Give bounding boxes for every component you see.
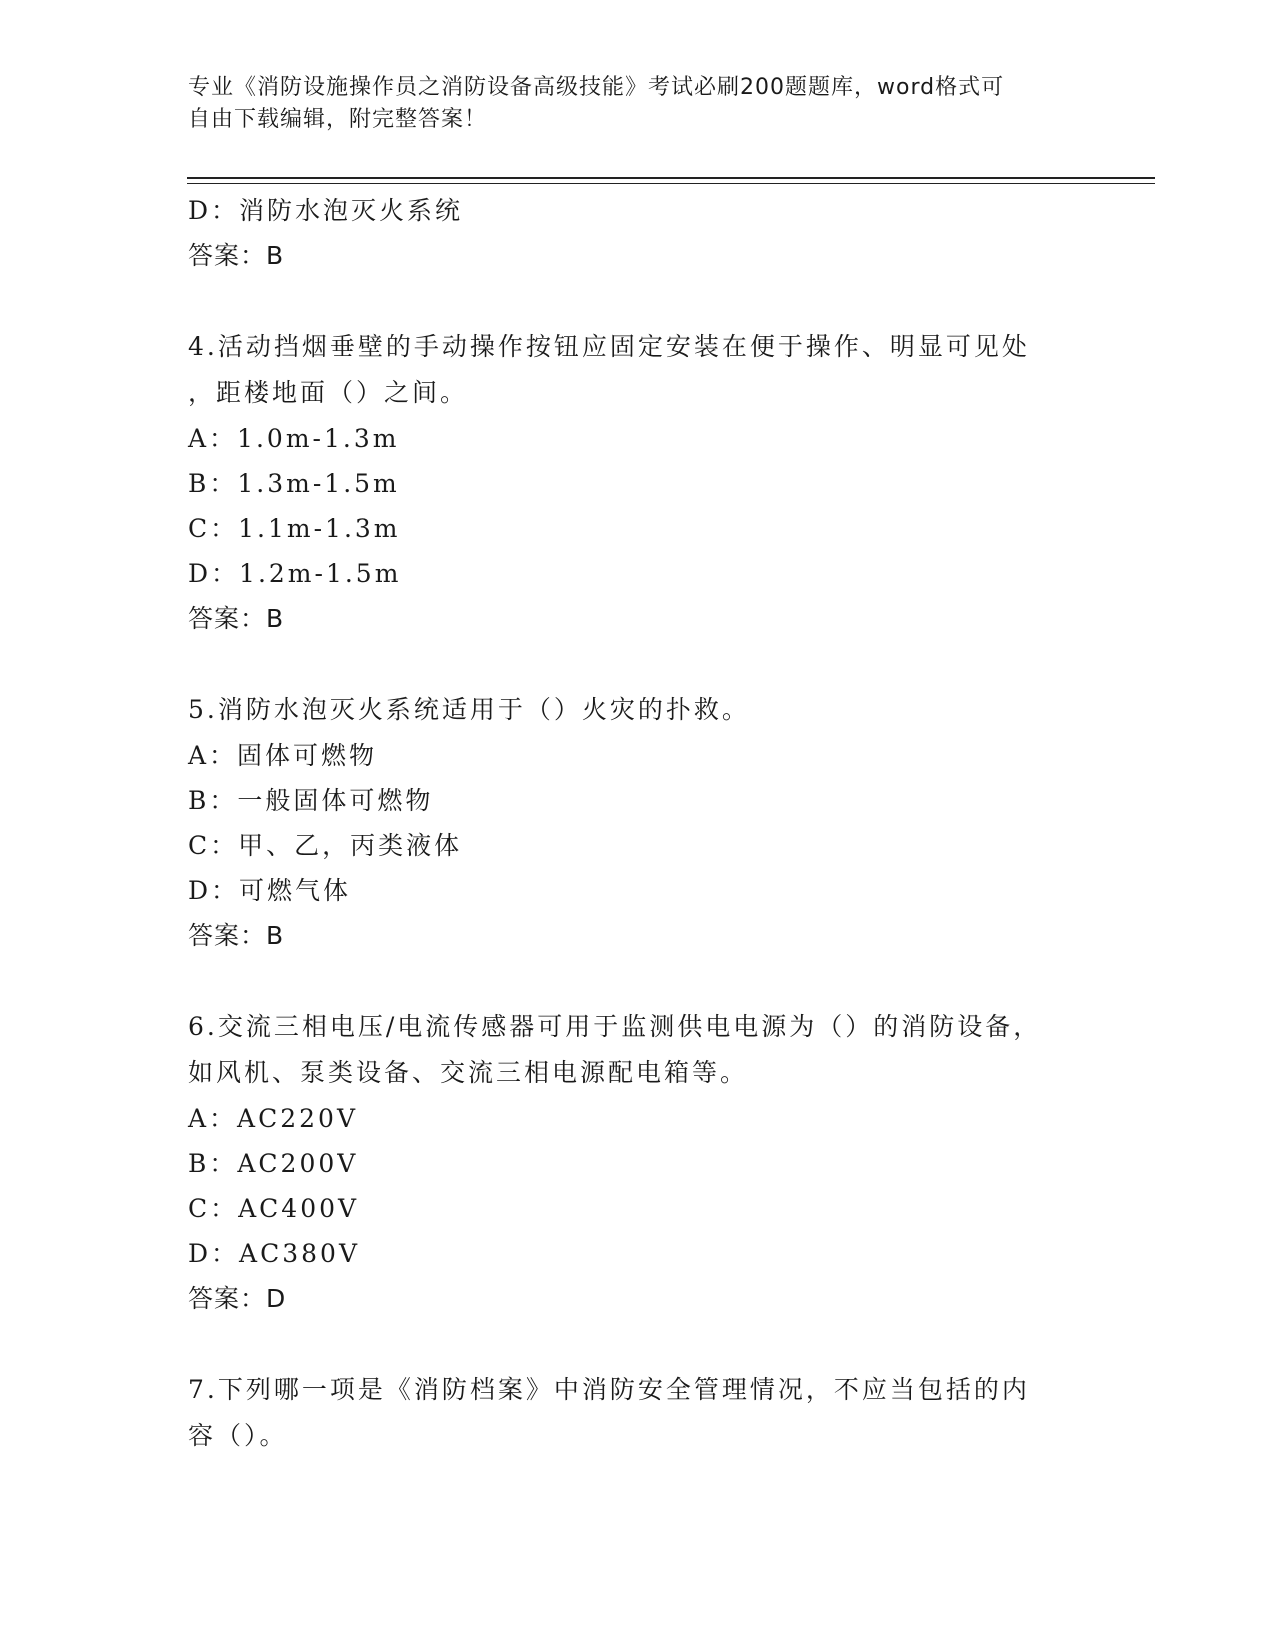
answer: 答案：B xyxy=(188,921,285,950)
option-d: D：消防水泡灭火系统 xyxy=(188,196,464,225)
question-text-line-1: 7.下列哪一项是《消防档案》中消防安全管理情况，不应当包括的内 xyxy=(188,1375,1030,1404)
answer: 答案：D xyxy=(188,1284,287,1313)
question-7 xyxy=(188,1367,1068,1459)
question-text-line-1: 6.交流三相电压/电流传感器可用于监测供电电源为（）的消防设备， xyxy=(188,1012,1042,1041)
question-4 xyxy=(188,324,1068,641)
option-b: B：1.3m-1.5m xyxy=(188,469,400,498)
option-a: A：AC220V xyxy=(188,1104,359,1133)
question-6 xyxy=(188,1004,1068,1321)
option-d: D：1.2m-1.5m xyxy=(188,559,402,588)
option-c: C：AC400V xyxy=(188,1194,360,1223)
answer: 答案：B xyxy=(188,604,285,633)
question-text-line-1: 5.消防水泡灭火系统适用于（）火灾的扑救。 xyxy=(188,695,750,724)
answer: 答案：B xyxy=(188,241,285,270)
document-body xyxy=(188,188,1068,1459)
question-text-line-1: 4.活动挡烟垂壁的手动操作按钮应固定安装在便于操作、明显可见处 xyxy=(188,332,1030,361)
option-b: B：AC200V xyxy=(188,1149,359,1178)
header-rule-thin xyxy=(187,183,1155,184)
question-text-line-2: 容（）。 xyxy=(188,1421,288,1450)
previous-question-tail xyxy=(188,188,1068,278)
question-text-line-2: 如风机、泵类设备、交流三相电源配电箱等。 xyxy=(188,1058,749,1087)
header-rule-thick xyxy=(187,177,1155,179)
option-d: D：AC380V xyxy=(188,1239,360,1268)
option-d: D：可燃气体 xyxy=(188,876,352,905)
option-c: C：1.1m-1.3m xyxy=(188,514,401,543)
header-line-1: 专业《消防设施操作员之消防设备高级技能》考试必刷200题题库，word格式可 xyxy=(188,75,1005,100)
option-a: A：固体可燃物 xyxy=(188,741,378,770)
document-header xyxy=(188,72,1068,136)
header-line-2: 自由下载编辑，附完整答案！ xyxy=(188,107,488,132)
question-5 xyxy=(188,687,1068,958)
option-b: B：一般固体可燃物 xyxy=(188,786,434,815)
option-a: A：1.0m-1.3m xyxy=(188,424,400,453)
option-c: C：甲、乙，丙类液体 xyxy=(188,831,463,860)
question-text-line-2: ，距楼地面（）之间。 xyxy=(188,378,469,407)
